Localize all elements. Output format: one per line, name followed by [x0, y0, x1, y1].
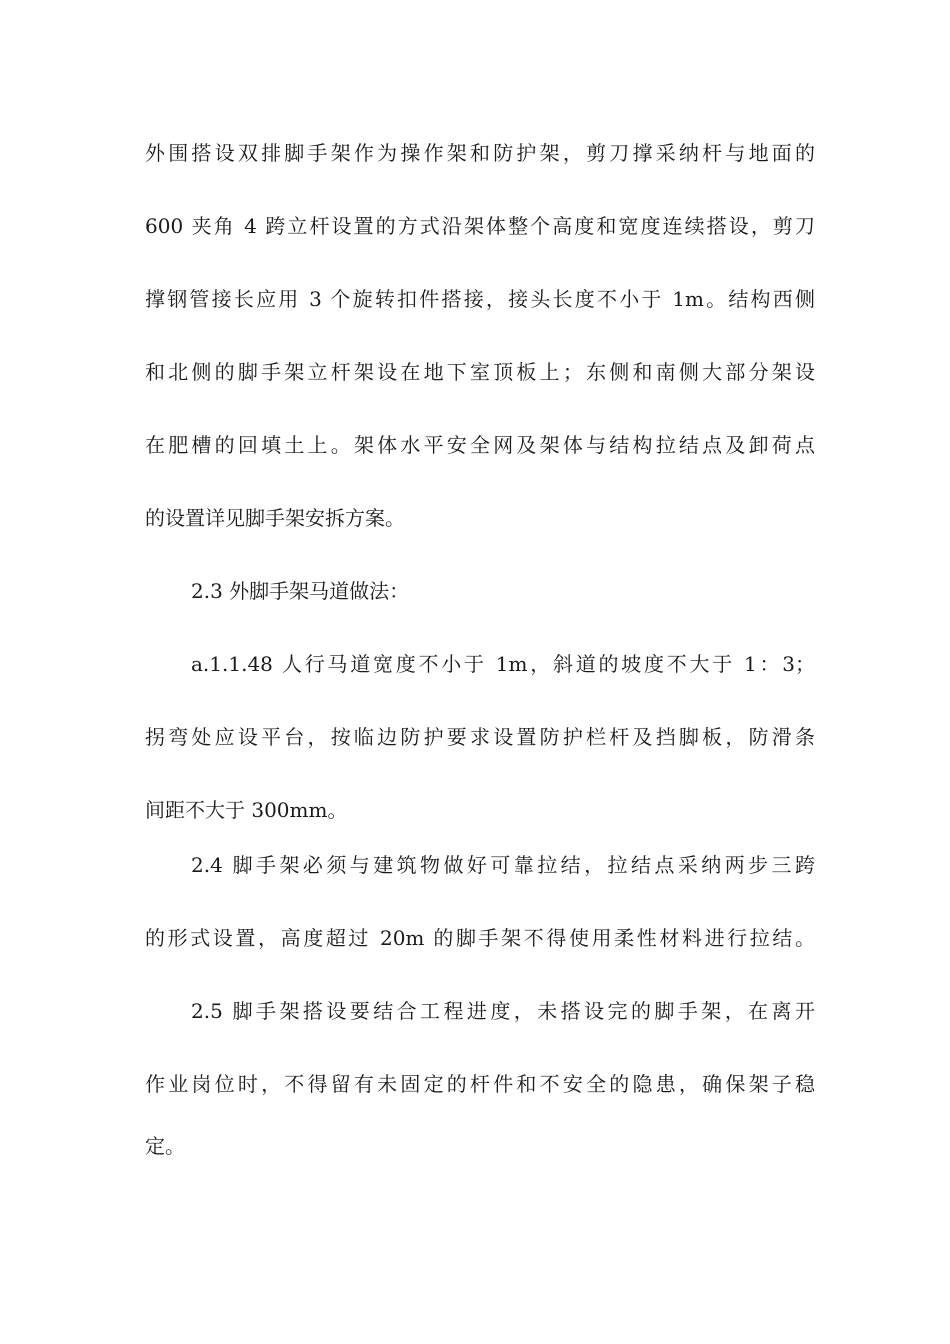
text-line-5: 在肥槽的回填土上。架体水平安全网及架体与结构拉结点及卸荷点 — [145, 433, 815, 457]
text-line-11: 2.4 脚手架必须与建筑物做好可靠拉结，拉结点采纳两步三跨 — [191, 853, 815, 877]
text-line-2: 600 夹角 4 跨立杆设置的方式沿架体整个高度和宽度连续搭设，剪刀 — [145, 214, 815, 238]
section-heading-2-3: 2.3 外脚手架马道做法： — [191, 579, 410, 603]
text-line-1: 外围搭设双排脚手架作为操作架和防护架，剪刀撑采纳杆与地面的 — [145, 141, 815, 165]
text-line-4: 和北侧的脚手架立杆架设在地下室顶板上；东侧和南侧大部分架设 — [145, 360, 815, 384]
text-line-12: 的形式设置，高度超过 20m 的脚手架不得使用柔性材料进行拉结。 — [145, 926, 815, 950]
text-line-9: 拐弯处应设平台，按临边防护要求设置防护栏杆及挡脚板，防滑条 — [145, 725, 815, 749]
text-line-6: 的设置详见脚手架安拆方案。 — [145, 506, 405, 530]
text-line-3: 撑钢管接长应用 3 个旋转扣件搭接，接头长度不小于 1m。结构西侧 — [145, 287, 815, 311]
text-line-14: 作业岗位时，不得留有未固定的杆件和不安全的隐患，确保架子稳 — [145, 1072, 815, 1096]
text-line-10: 间距不大于 300mm。 — [145, 798, 348, 822]
text-line-15: 定。 — [145, 1134, 185, 1158]
text-line-8: a.1.1.48 人行马道宽度不小于 1m，斜道的坡度不大于 1：3； — [191, 652, 815, 676]
text-line-13: 2.5 脚手架搭设要结合工程进度，未搭设完的脚手架，在离开 — [191, 999, 815, 1023]
